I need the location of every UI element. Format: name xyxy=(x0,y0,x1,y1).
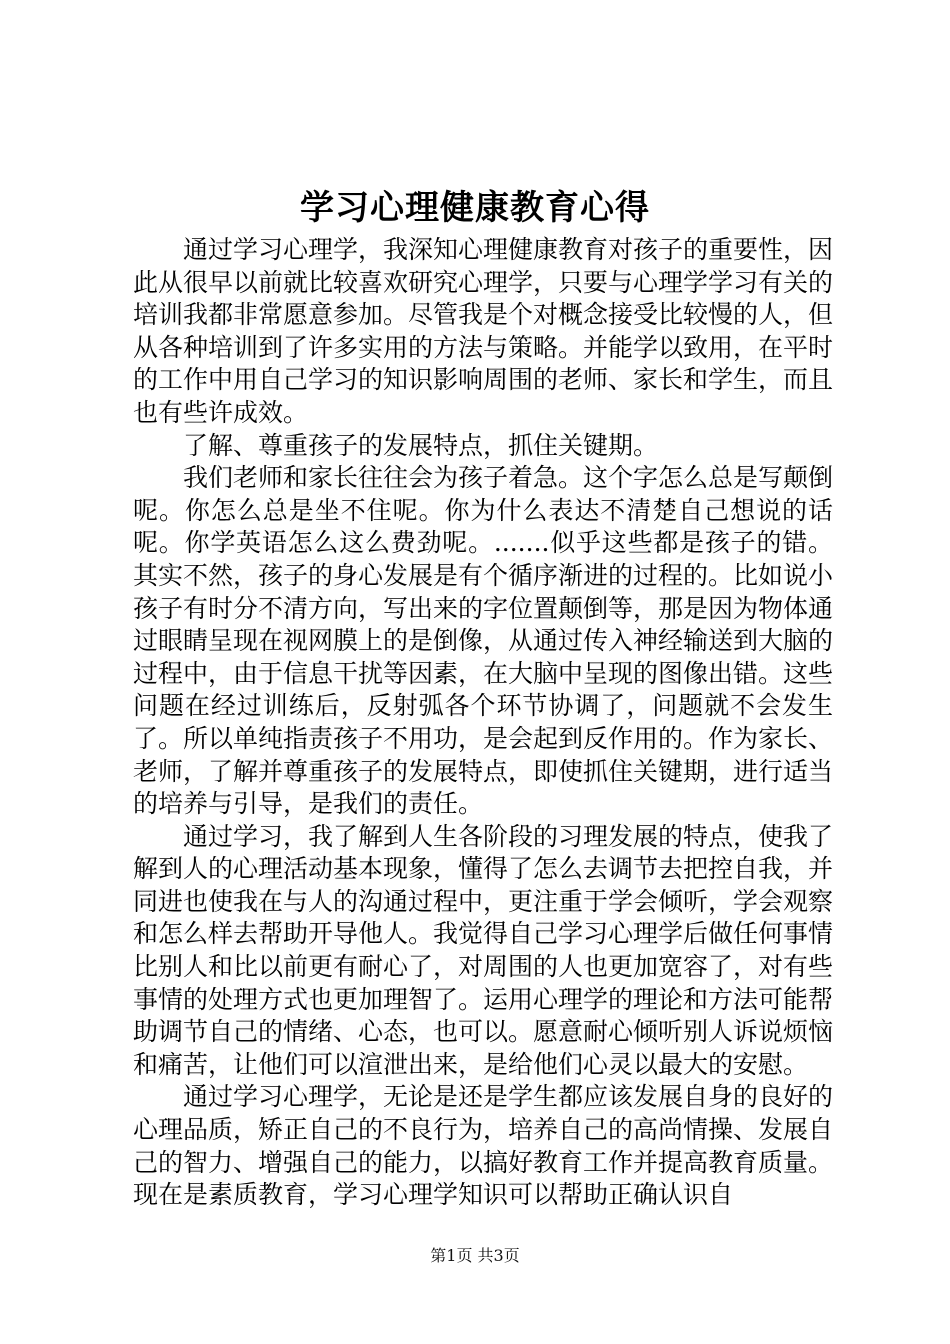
paragraph-2: 了解、尊重孩子的发展特点，抓住关键期。 xyxy=(183,430,659,460)
document-title: 学习心理健康教育心得 xyxy=(300,188,650,228)
paragraph-5: 通过学习心理学，无论是还是学生都应该发展自身的良好的心理品质，矫正自己的不良行为，培养自己的高尚情操、发展自己的智力、增强自己的能力，以搞好教育工作并提高教育质量。现在是素质教育，学习心理学知识可以帮助正确认识自 xyxy=(133,1082,834,1210)
paragraph-1: 通过学习心理学，我深知心理健康教育对孩子的重要性，因此从很早以前就比较喜欢研究心理学，只要与心理学学习有关的培训我都非常愿意参加。尽管我是个对概念接受比较慢的人，但从各种培训到了许多实用的方法与策略。并能学以致用，在平时的工作中用自己学习的知识影响周围的老师、家长和学生，而且也有些许成效。 xyxy=(133,235,834,427)
paragraph-4: 通过学习，我了解到人生各阶段的习理发展的特点，使我了解到人的心理活动基本现象，懂得了怎么去调节去把控自我，并同进也使我在与人的沟通过程中，更注重于学会倾听，学会观察和怎么样去帮助开导他人。我觉得自己学习心理学后做任何事情比别人和比以前更有耐心了，对周围的人也更加宽容了，对有些事情的处理方式也更加理智了。运用心理学的理论和方法可能帮助调节自己的情绪、心态，也可以。愿意耐心倾听别人诉说烦恼和痛苦，让他们可以渲泄出来，是给他们心灵以最大的安慰。 xyxy=(133,821,834,1079)
page-number-footer: 第1页 共3页 xyxy=(430,1246,520,1265)
paragraph-3: 我们老师和家长往往会为孩子着急。这个字怎么总是写颠倒呢。你怎么总是坐不住呢。你为什么表达不清楚自己想说的话呢。你学英语怎么这么费劲呢。.......似乎这些都是孩子的错。其实不然，孩子的身心发展是有个循序渐进的过程的。比如说小孩子有时分不清方向，写出来的字位置颠倒等，那是因为物体通过眼睛呈现在视网膜上的是倒像，从通过传入神经输送到大脑的过程中，由于信息干扰等因素，在大脑中呈现的图像出错。这些问题在经过训练后，反射弧各个环节协调了，问题就不会发生了。所以单纯指责孩子不用功，是会起到反作用的。作为家长、老师，了解并尊重孩子的发展特点，即使抓住关键期，进行适当的培养与引导，是我们的责任。 xyxy=(133,463,834,819)
document-body xyxy=(133,234,833,1212)
